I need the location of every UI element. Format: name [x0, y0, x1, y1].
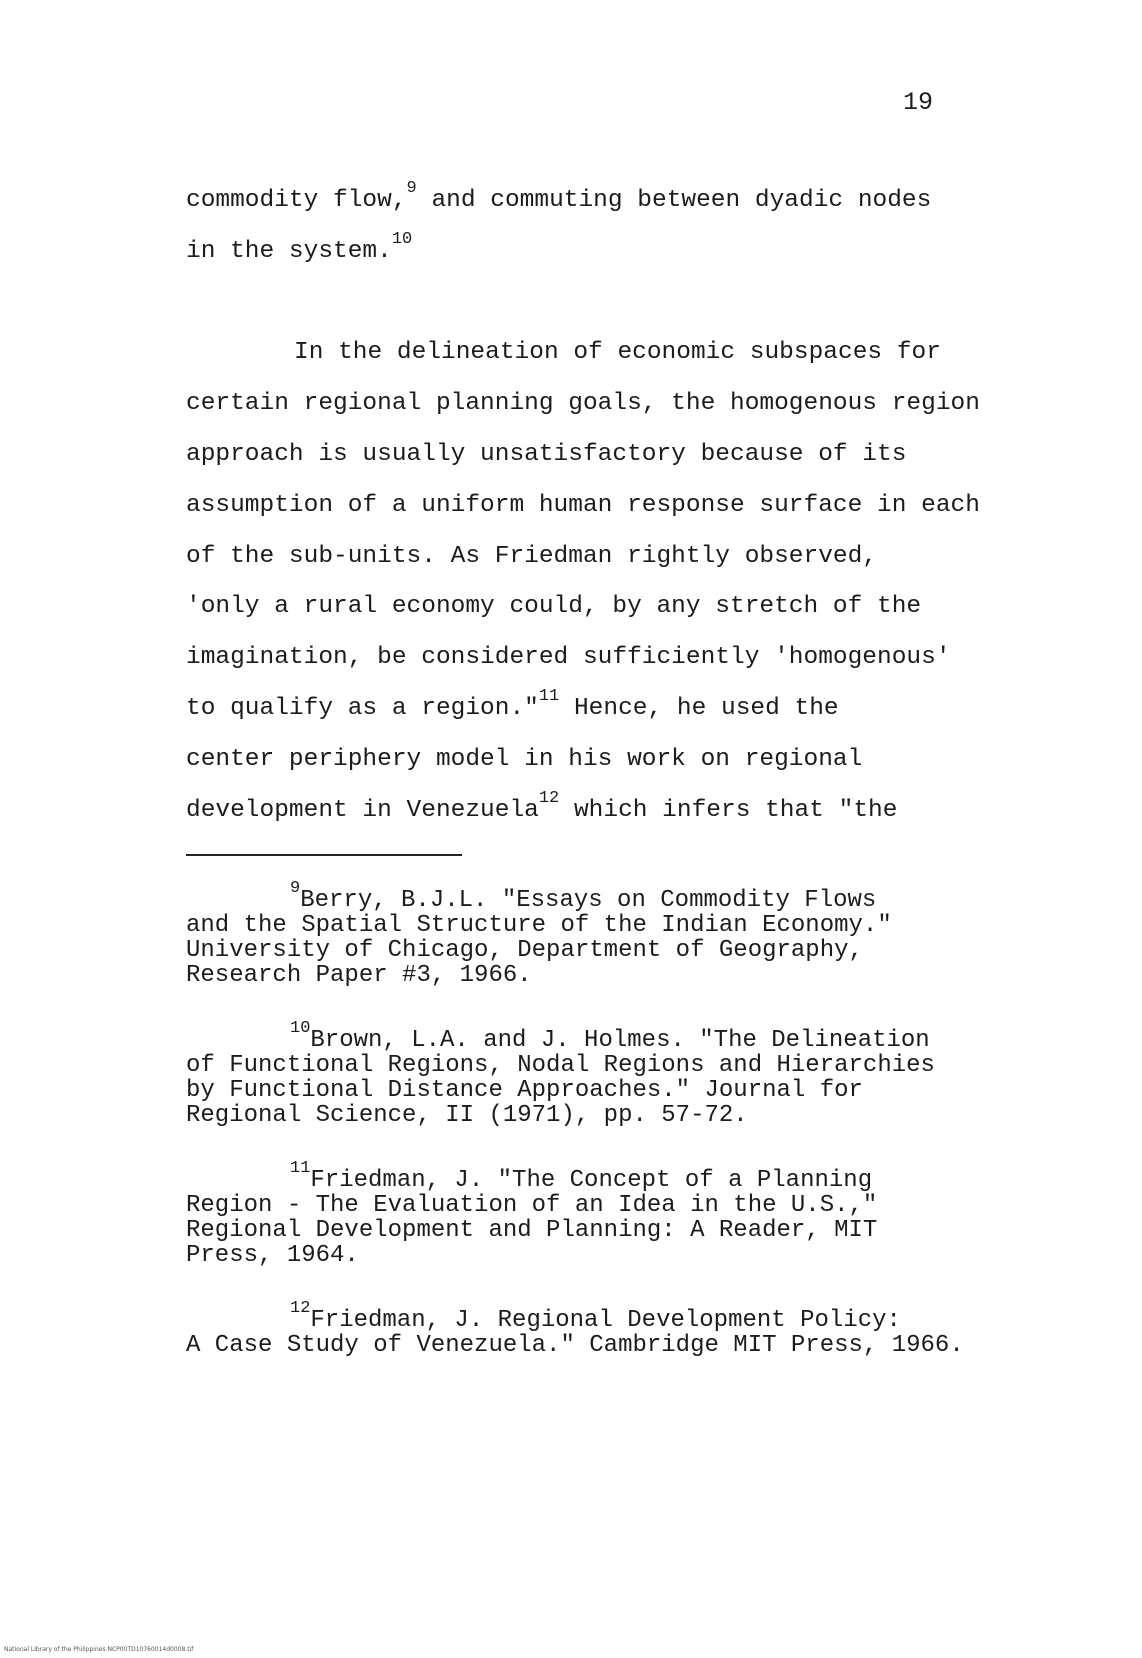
footnote-line: by Functional Distance Approaches." Journal for: [186, 1077, 863, 1104]
body-line: [186, 735, 1026, 786]
footnote-number: 12: [290, 1299, 311, 1318]
body-line: [186, 430, 1026, 481]
line-text: development in Venezuela: [186, 796, 539, 824]
body-line: [186, 532, 1026, 583]
line-text: in the system.: [186, 237, 392, 265]
footnote-line: and the Spatial Structure of the Indian Economy.": [186, 912, 892, 939]
line-text: to qualify as a region.": [186, 694, 539, 722]
footnote-number: 9: [290, 879, 301, 898]
line-text: certain regional planning goals, the homogenous region: [186, 390, 980, 418]
line-text-after: which infers that "the: [559, 796, 898, 824]
body-line: [186, 684, 1026, 735]
footnote-line: of Functional Regions, Nodal Regions and Hierarchies: [186, 1052, 935, 1079]
body-text: [186, 176, 1026, 836]
paragraph-gap: [186, 278, 1026, 329]
body-line: [186, 481, 1026, 532]
line-text-after: and commuting between dyadic nodes: [416, 187, 932, 214]
footnotes: [186, 879, 1066, 1398]
footnote-line: Regional Science, II (1971), pp. 57-72.: [186, 1102, 748, 1129]
line-text: approach is usually unsatisfactory because of its: [186, 440, 907, 468]
scan-stamp: National Library of the Philippines NCP00TD10760014d0008.tif: [4, 1646, 194, 1653]
footnote-ref: 10: [391, 229, 413, 249]
body-line: [186, 379, 1026, 430]
footnote-line: Regional Development and Planning: A Reader, MIT: [186, 1217, 878, 1244]
line-text: assumption of a uniform human response surface in each: [186, 491, 980, 519]
body-line: [186, 176, 1026, 227]
footnote-line: Press, 1964.: [186, 1242, 359, 1269]
footnote-10: [186, 1019, 1066, 1129]
line-text: 'only a rural economy could, by any stretch of the: [186, 593, 922, 621]
footnote-12: [186, 1299, 1066, 1359]
line-text: In the delineation of economic subspaces for: [294, 339, 941, 367]
body-line: [186, 227, 1026, 278]
footnote-ref: 12: [538, 788, 560, 808]
footnote-number: 11: [290, 1159, 311, 1178]
footnote-line: [186, 879, 1066, 914]
footnote-line: [186, 1299, 1066, 1334]
body-line: [186, 328, 1026, 379]
footnote-line: [186, 1159, 1066, 1194]
footnote-divider: [186, 854, 462, 856]
footnote-11: [186, 1159, 1066, 1269]
body-line: [186, 582, 1026, 633]
page-number: 19: [903, 88, 934, 117]
footnote-line: Region - The Evaluation of an Idea in the U.S.,": [186, 1192, 878, 1219]
footnote-line: [186, 1019, 1066, 1054]
footnote-ref: 9: [406, 179, 417, 198]
body-line: [186, 786, 1026, 837]
line-text-after: Hence, he used the: [559, 694, 839, 722]
footnote-line: University of Chicago, Department of Geography,: [186, 937, 863, 964]
footnote-ref: 11: [538, 686, 560, 706]
footnote-9: [186, 879, 1066, 989]
line-text: imagination, be considered sufficiently 'homogenous': [186, 644, 951, 672]
line-text: of the sub-units. As Friedman rightly observed,: [186, 542, 878, 570]
line-text: commodity flow,: [186, 187, 407, 214]
footnote-line: Research Paper #3, 1966.: [186, 962, 532, 989]
footnote-text: Berry, B.J.L. "Essays on Commodity Flows: [300, 887, 877, 914]
footnote-text: Friedman, J. Regional Development Policy:: [310, 1307, 901, 1334]
footnote-number: 10: [290, 1019, 311, 1038]
footnote-text: Friedman, J. "The Concept of a Planning: [310, 1167, 873, 1194]
line-text: center periphery model in his work on regional: [186, 745, 863, 773]
footnote-text: Brown, L.A. and J. Holmes. "The Delineation: [310, 1027, 930, 1054]
footnote-line: A Case Study of Venezuela." Cambridge MIT Press, 1966.: [186, 1332, 964, 1359]
body-line: [186, 633, 1026, 684]
